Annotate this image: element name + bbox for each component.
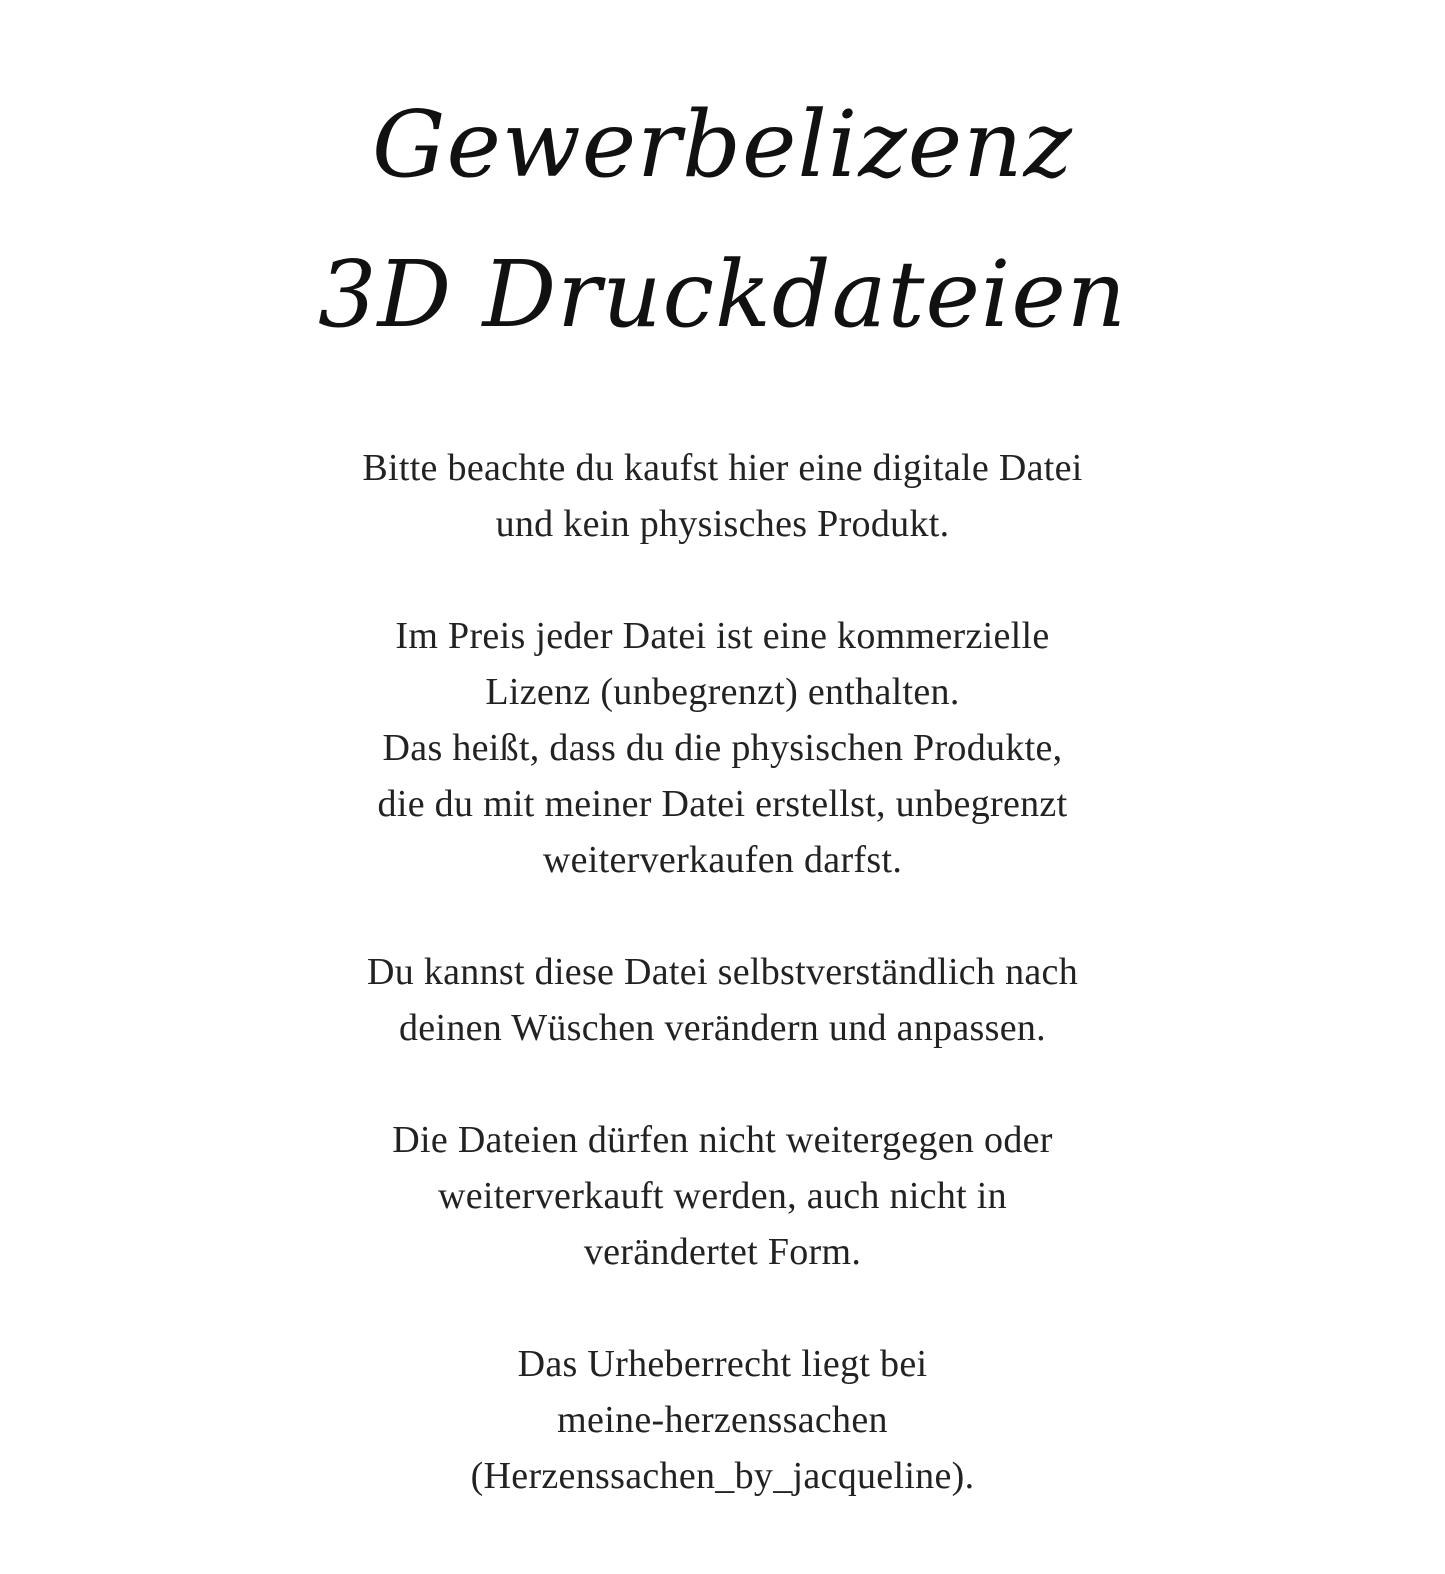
text-line: verändertet Form. [583, 1231, 862, 1273]
paragraph-commercial-license [0, 608, 1445, 888]
paragraph-modification [0, 944, 1445, 1056]
title-line-1: Gewerbelizenz [372, 91, 1073, 198]
text-line: meine-herzenssachen [557, 1399, 888, 1441]
text-line: die du mit meiner Datei erstellst, unbegrenzt [377, 783, 1068, 825]
text-line: Das heißt, dass du die physischen Produkte, [382, 727, 1063, 769]
text-line: Bitte beachte du kaufst hier eine digitale Datei [362, 447, 1083, 489]
text-line: Im Preis jeder Datei ist eine kommerzielle [395, 615, 1050, 657]
paragraph-copyright [0, 1336, 1445, 1504]
document-body [0, 440, 1445, 1560]
text-line: weiterverkauft werden, auch nicht in [438, 1175, 1007, 1217]
paragraph-redistribution [0, 1112, 1445, 1280]
text-line: (Herzenssachen_by_jacqueline). [470, 1455, 975, 1497]
paragraph-digital-file [0, 440, 1445, 552]
text-line: weiterverkaufen darfst. [542, 839, 903, 881]
title-line-2: 3D Druckdateien [317, 241, 1128, 348]
text-line: Die Dateien dürfen nicht weitergegen oder [392, 1119, 1053, 1161]
document-title [0, 70, 1445, 370]
text-line: deinen Wüschen verändern und anpassen. [399, 1007, 1046, 1049]
text-line: Du kannst diese Datei selbstverständlich nach [366, 951, 1079, 993]
text-line: Das Urheberrecht liegt bei [517, 1343, 928, 1385]
text-line: Lizenz (unbegrenzt) enthalten. [485, 671, 960, 713]
text-line: und kein physisches Produkt. [495, 503, 950, 545]
